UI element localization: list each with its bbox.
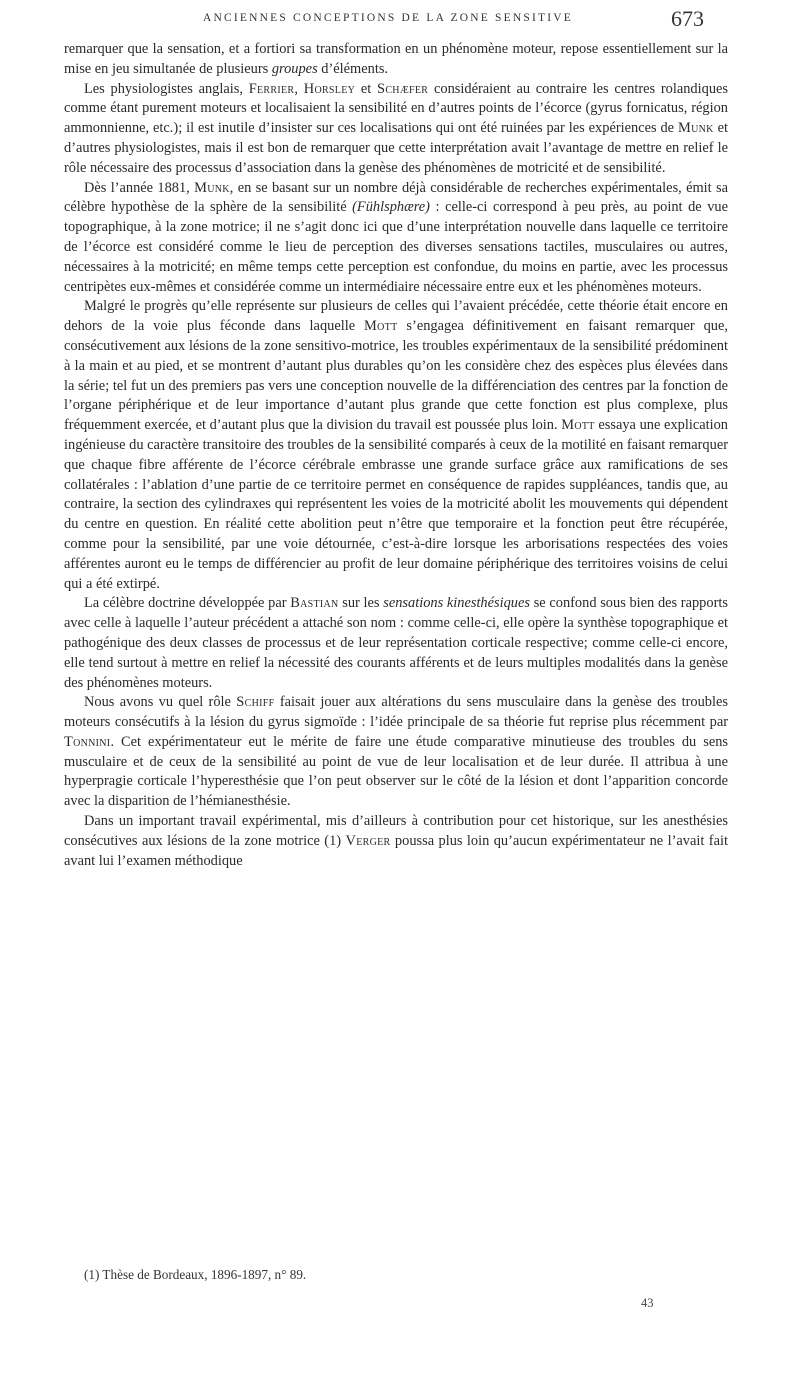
text: Dès l’année 1881, <box>84 179 190 196</box>
paragraph-6 <box>64 693 728 812</box>
text: Dans un important travail expérimental, mis d’ailleurs à contribution pour cet historique, sur les anesthésies consécutives aux lésions de la zone motrice (1) <box>64 813 728 849</box>
emphasis: groupes <box>271 60 318 77</box>
text: Nous avons vu quel rôle <box>84 694 231 711</box>
author-name: Tonnini <box>64 733 111 750</box>
paragraph-5 <box>64 594 728 693</box>
text: . Cet expérimentateur eut le mérite de faire une étude comparative minutieuse des troubles du sens musculaire et de ceux de la sensibilité au point de vue de leur localisation et de leur durée. Il attribua à une hyperpragie corticale l’hyperesthésie que l’on peut observer sur le côté de la lésion et dont l’apparition concorde avec la disparition de l’hémianesthésie. <box>64 733 728 810</box>
page-number: 673 <box>671 6 704 31</box>
emphasis: sensations kinesthésiques <box>383 595 530 612</box>
emphasis: (Fühlsphære) <box>352 199 430 216</box>
author-name: Mott <box>561 417 595 434</box>
paragraph-4 <box>64 297 728 594</box>
author-name: Schæfer <box>377 80 429 97</box>
author-name: Mott <box>364 318 398 335</box>
paragraph-2 <box>64 80 728 179</box>
text: Malgré le progrès qu’elle représente sur plusieurs de celles qui l’avaient précédée, cette théorie était encore en dehors de la voie plus féconde dans laquelle <box>64 298 728 335</box>
text: , en se basant sur un nombre déjà considérable de recherches expérimentales, émit sa célèbre hypothèse de la sphère de la sensibilité <box>64 179 728 216</box>
text: essaya une explication ingénieuse du caractère transitoire des troubles de la sensibilité comparés à ceux de la motilité en faisant remarquer que chaque fibre afférente de l’écorce cérébrale embrasse une grande surface grâce aux ramifications de ses collatérales : l’ablation d’une partie de ce territoire permet en conséquence de rapides suppléances, tandis que, au contraire, la section des cylindraxes qui représentent les voies de la motricité abolit les mouvements qui dépendent du centre en question. En réalité cette abolition peut n’être que temporaire et la fonction peut être récupérée, comme pour la sensibilité, par une voie détournée, c’est-à-dire lorsque les arborisations respectées des voies afférentes auront eu le temps de différencier au profit de leur domaine périphérique des territoires voisins de celui qui a été extirpé. <box>64 417 728 592</box>
author-name: Schiff <box>236 694 275 711</box>
author-name: Munk <box>678 120 714 137</box>
text: faisait jouer aux altérations du sens musculaire dans la genèse des troubles moteurs consécutifs à la lésion du gyrus sigmoïde : l’idée principale de sa théorie fut reprise plus récemment par <box>64 694 728 731</box>
author-name: Horsley <box>303 80 356 97</box>
text: Les physiologistes anglais, <box>84 80 243 97</box>
text: sur les <box>342 595 380 612</box>
author-name: Ferrier <box>248 80 295 97</box>
footnote: (1) Thèse de Bordeaux, 1896-1897, n° 89. <box>84 1267 307 1282</box>
author-name: Verger <box>345 832 391 849</box>
paragraph-3 <box>64 179 728 298</box>
text: considéraient au contraire les centres rolandiques comme étant purement moteurs et localisaient la sensibilité en d’autres points de l’écorce (gyrus fornicatus, région ammonnienne, etc.); il est inutile d’insister sur ces localisations qui ont été ruinées par les expériences de <box>64 80 729 137</box>
text: : celle-ci correspond à peu près, au point de vue topographique, à la zone motrice; il ne s’agit donc ici que d’une interprétation nouvelle dans laquelle ce territoire de l’écorce est considéré comme le lieu de perception des diverses sensations tactiles, musculaires ou autres, nécessaires à la motricité; en même temps cette perception est confondue, du moins en partie, avec les processus centripètes eux-mêmes et considérée comme un intermédiaire nécessaire entre eux et les phénomènes moteurs. <box>64 199 728 295</box>
author-name: Bastian <box>290 595 339 612</box>
text: La célèbre doctrine développée par <box>84 595 287 612</box>
text: s’engagea définitivement en faisant remarquer que, consécutivement aux lésions de la zone sensitivo-motrice, les troubles expérimentaux de la sensibilité prédominent à la main et au pied, et se montrent d’autant plus durables qu’on les considère chez des espèces plus élevées dans la série; tel fut un des premiers pas vers une conception nouvelle de la différenciation des centres par la fonction de l’organe périphérique et de leur importance d’autant plus grande que cette fonction est plus complexe, plus fréquemment exercée, et d’autant plus que la division du travail est poussée plus loin. <box>64 318 728 434</box>
text: poussa plus loin qu’aucun expérimentateur ne l’avait fait avant lui l’examen méthodique <box>64 832 728 869</box>
body-text <box>64 40 728 871</box>
text: et <box>360 80 372 97</box>
text: remarquer que la sensation, et a fortiori sa transformation en un phénomène moteur, repose essentiellement sur la mise en jeu simultanée de plusieurs <box>64 41 728 77</box>
text: se confond sous bien des rapports avec celle à laquelle l’auteur précédent a attaché son nom : comme celle-ci, elle opère la synthèse topographique et pathogénique des deux classes de processus et de leur représentation corticale respective; comme celle-ci encore, elle tend surtout à mettre en relief la nécessité des courants afférents et de leurs multiples modalités dans la genèse des phénomènes moteurs. <box>64 595 728 691</box>
author-name: Munk <box>194 179 230 196</box>
text: , <box>294 80 298 97</box>
paragraph-1 <box>64 40 728 80</box>
text: d’éléments. <box>321 60 389 77</box>
running-title: ANCIENNES CONCEPTIONS DE LA ZONE SENSITIVE <box>203 12 573 24</box>
signature-mark: 43 <box>641 1296 654 1310</box>
paragraph-7 <box>64 812 728 871</box>
text: et d’autres physiologistes, mais il est bon de remarquer que cette interprétation avait l’avantage de mettre en relief le rôle nécessaire des processus d’association dans la genèse des phénomènes de motricité et de sensibilité. <box>64 120 728 176</box>
